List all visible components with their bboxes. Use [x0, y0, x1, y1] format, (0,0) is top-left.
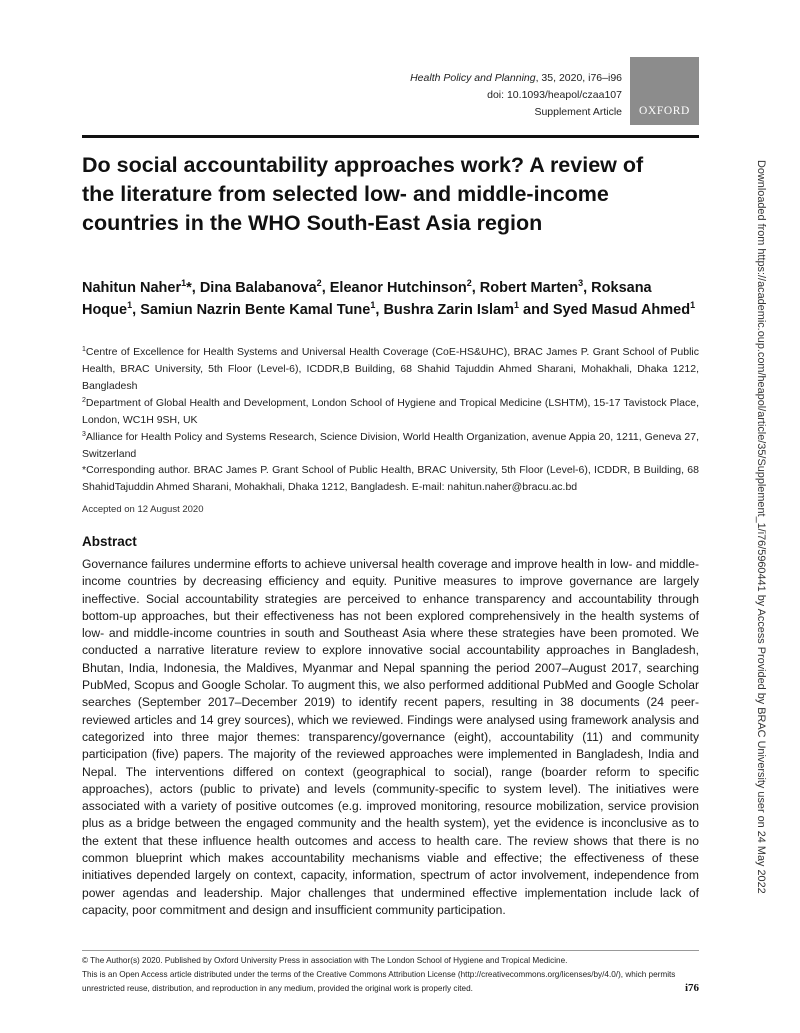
- affiliation-item: [82, 344, 699, 395]
- affiliations: [82, 344, 699, 463]
- license-notice: This is an Open Access article distributed under the terms of the Creative Commons Attribution License (http://creativecommons.org/licenses/by/4.0/), which permits unrestricted reuse, distribution, and reproduction in any medium, provided the original work is properly cited.: [82, 970, 676, 993]
- footer: [82, 954, 682, 996]
- article-type: Supplement Article: [534, 106, 622, 118]
- corresponding-author-note: *Corresponding author. BRAC James P. Grant School of Public Health, BRAC University, 5th Floor (Level-6), ICDDR, B Building, 68 ShahidTajuddin Ahmed Sharani, Mohakhali, Dhaka 1212, Bangladesh. E-mail: nahitun.naher@bracu.ac.bd: [82, 464, 699, 493]
- oxford-logo[interactable]: OXFORD: [630, 57, 699, 125]
- author-affiliation-marker: 1: [181, 278, 187, 288]
- author-name: Eleanor Hutchinson: [329, 280, 467, 296]
- author-name: Robert Marten: [479, 280, 579, 296]
- journal-citation: , 35, 2020, i76–i96: [535, 72, 622, 84]
- author-affiliation-marker: 1: [127, 300, 133, 310]
- author-name: Samiun Nazrin Bente Kamal Tune: [140, 302, 371, 318]
- journal-info: [410, 70, 622, 121]
- header-divider: [82, 135, 699, 138]
- affiliation-text: Department of Global Health and Development, London School of Hygiene and Tropical Medicine (LSHTM), 15-17 Tavistock Place, London, WC1H 9SH, UK: [82, 397, 699, 426]
- affiliation-item: [82, 429, 699, 463]
- author-list: Nahitun Naher$^1$*, Dina Balabanova$^2$, Eleanor Hutchinson$^2$, Robert Marten$^3$, Roksana Hoque$^1$, Samiun Nazrin Bente Kamal Tune$^1$, Bushra Zarin Islam$^1$ and Syed Masud Ahmed$^1$: [82, 278, 696, 318]
- abstract-text: Governance failures undermine efforts to achieve universal health coverage and improve health in low- and middle-income countries by decreasing efficiency and equity. Punitive measures to improve governance are largely ineffective. Social accountability strategies are perceived to enhance transparency and accountability through bottom-up approaches, but their effectiveness has not been explored comprehensively in the health systems of low- and middle-income countries in south and Southeast Asia where these strategies have been promoted. We conducted a narrative literature review to explore innovative social accountability approaches in Bangladesh, Bhutan, India, Indonesia, the Maldives, Myanmar and Nepal spanning the period 2007–August 2017, searching PubMed, Scopus and Google Scholar. To augment this, we also performed additional PubMed and Google Scholar searches (September 2017–December 2019) to identify recent papers, resulting in 38 documents (24 peer-reviewed articles and 14 grey sources), which we reviewed. Findings were analysed using framework analysis and categorized into three major themes: transparency/governance (eight), accountability (11) and community participation (five) papers. The majority of the reviewed approaches were implemented in Bangladesh, India and Nepal. The interventions differed on context (geographical to social), range (boarder reform to specific approaches), actors (public to private) and levels (community-specific to system level). The initiatives were associated with a variety of positive outcomes (e.g. improved monitoring, resource mobilization, service provision plus as a bridge between the engaged community and the health system), yet the evidence is inconclusive as to the extent that these influence health outcomes and access to health care. The review shows that there is no common blueprint which makes accountability mechanisms viable and effective; the effectiveness of these initiatives depended largely on context, capacity, information, spectrum of actor involvement, independence from power agendas and leadership. Major challenges that undermined effective implementation include lack of capacity, poor commitment and design and insufficient community participation.: [82, 557, 699, 917]
- copyright-notice: © The Author(s) 2020. Published by Oxford University Press in association with The London School of Hygiene and Tropical Medicine.: [82, 956, 568, 965]
- affiliation-number: 1: [82, 346, 86, 353]
- author-affiliation-marker: 1: [513, 300, 519, 310]
- author-affiliation-marker: 2: [316, 278, 322, 288]
- affiliation-text: Alliance for Health Policy and Systems Research, Science Division, World Health Organization, avenue Appia 20, 1211, Geneva 27, Switzerland: [82, 431, 699, 460]
- author-affiliation-marker: 1: [370, 300, 376, 310]
- journal-name[interactable]: Health Policy and Planning: [410, 72, 536, 84]
- accepted-date: Accepted on 12 August 2020: [82, 504, 204, 515]
- affiliation-number: 3: [82, 431, 86, 438]
- author-affiliation-marker: 2: [466, 278, 472, 288]
- author-name: Syed Masud Ahmed: [552, 302, 691, 318]
- affiliation-text: Centre of Excellence for Health Systems and Universal Health Coverage (CoE-HS&UHC), BRAC James P. Grant School of Public Health, BRAC University, 5th Floor (Level-6), ICDDR,B Building, 68 Shahid Tajuddin Ahmed Sharani, Mohakhali, Dhaka 1212, Bangladesh: [82, 346, 699, 392]
- page-number: i76: [684, 982, 699, 994]
- author-affiliation-marker: 3: [578, 278, 584, 288]
- footer-divider: [82, 950, 699, 951]
- author-name: Roksana Hoque: [82, 280, 652, 318]
- author-name: Bushra Zarin Islam: [383, 302, 514, 318]
- abstract-heading: Abstract: [82, 534, 137, 549]
- corresponding-author-mark: *: [186, 280, 192, 296]
- affiliation-item: [82, 395, 699, 429]
- author-name: Dina Balabanova: [199, 280, 317, 296]
- author-affiliation-marker: 1: [690, 300, 696, 310]
- download-watermark: Downloaded from https://academic.oup.com/heapol/article/35/Supplement_1/i76/5960441 by Access Provided by BRAC University user on 24 May 2022: [755, 160, 767, 894]
- article-title: Do social accountability approaches work? A review of the literature from selected low- and middle-income countries in the WHO South-East Asia region: [82, 153, 644, 235]
- doi[interactable]: doi: 10.1093/heapol/czaa107: [487, 89, 622, 101]
- affiliation-number: 2: [82, 397, 86, 404]
- author-name: Nahitun Naher: [82, 280, 182, 296]
